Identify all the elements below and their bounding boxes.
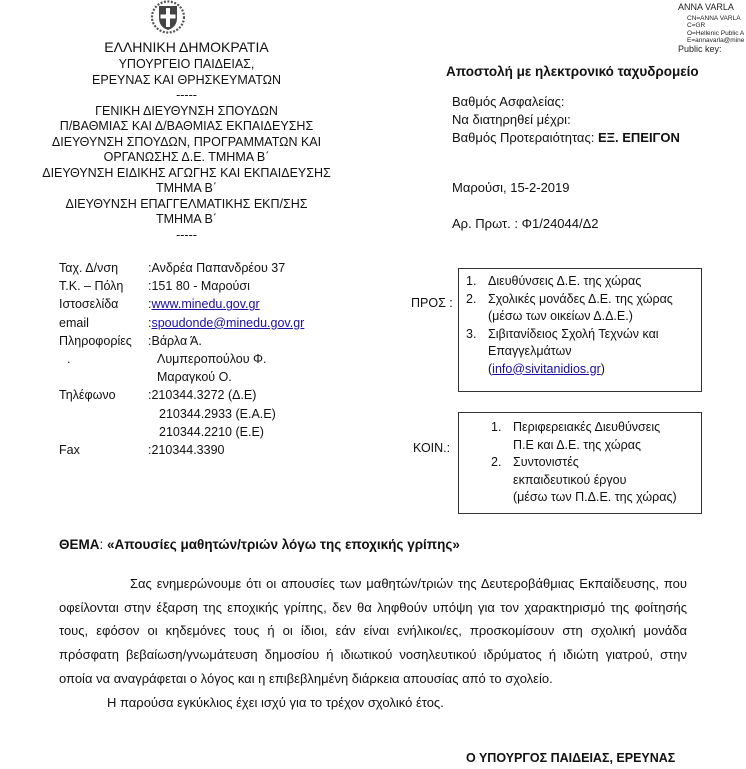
contact-value: Βάρλα Ά. bbox=[151, 333, 202, 348]
item-text-main: Συντονιστές εκπαιδευτικού έργου bbox=[513, 455, 627, 487]
contact-row bbox=[59, 314, 304, 332]
signer-name: ANNA VARLA bbox=[678, 2, 734, 12]
contact-sep: : bbox=[148, 333, 152, 348]
contact-row bbox=[59, 368, 304, 386]
header-line: ΥΠΟΥΡΓΕΙΟ ΠΑΙΔΕΙΑΣ, bbox=[118, 57, 255, 71]
contact-sep: : bbox=[148, 443, 152, 458]
contact-label: Τ.Κ. – Πόλη bbox=[59, 279, 124, 294]
paren: ( bbox=[488, 361, 493, 376]
item-number: 1. bbox=[491, 420, 502, 434]
header-line: ΔΙΕΥΘΥΝΣΗ ΣΠΟΥΔΩΝ, ΠΡΟΓΡΑΜΜΑΤΩΝ ΚΑΙ bbox=[51, 134, 322, 149]
contact-sep: : bbox=[148, 388, 152, 403]
contact-row bbox=[59, 277, 304, 295]
header-line: ΓΕΝΙΚΗ ΔΙΕΥΘΥΝΣΗ ΣΠΟΥΔΩΝ bbox=[95, 103, 278, 118]
item-number: 2. bbox=[491, 455, 502, 469]
contact-sep: : bbox=[148, 261, 152, 275]
contact-value: Λυμπεροπούλου Φ. bbox=[157, 352, 267, 367]
item-text bbox=[513, 454, 677, 507]
contact-sep: : bbox=[148, 297, 152, 312]
contact-sep: : bbox=[148, 279, 152, 294]
subject-line bbox=[59, 537, 460, 552]
contact-label: Ιστοσελίδα bbox=[59, 297, 119, 312]
contact-row bbox=[59, 332, 304, 350]
delivery-method: Αποστολή με ηλεκτρονικό ταχυδρομείο bbox=[446, 64, 699, 79]
item-text: Περιφερειακές Διευθύνσεις Π.Ε και Δ.Ε. της χώρας bbox=[513, 420, 661, 452]
cc-box bbox=[458, 412, 702, 514]
subject-label: ΘΕΜΑ bbox=[59, 537, 100, 552]
ministry-header bbox=[0, 37, 373, 243]
contact-value: Μαραγκού Ο. bbox=[157, 370, 232, 385]
item-text bbox=[488, 326, 701, 379]
place-date: Μαρούσι, 15-2-2019 bbox=[452, 180, 570, 195]
header-line: Π/ΒΑΘΜΙΑΣ ΚΑΙ Δ/ΒΑΘΜΙΑΣ ΕΚΠΑΙΔΕΥΣΗΣ bbox=[59, 119, 314, 133]
letter-body bbox=[59, 572, 687, 714]
header-line: ΔΙΕΥΘΥΝΣΗ ΕΠΑΓΓΕΛΜΑΤΙΚΗΣ ΕΚΠ/ΣΗΣ bbox=[65, 196, 308, 211]
item-text: Σχολικές μονάδες Δ.Ε. της χώρας (μέσω των οικείων Δ.Δ.Ε.) bbox=[488, 291, 673, 323]
contact-value: Ανδρέα Παπανδρέου 37 bbox=[151, 261, 286, 275]
contact-value: 210344.2210 (Ε.Ε) bbox=[159, 424, 264, 439]
item-text: Διευθύνσεις Δ.Ε. της χώρας bbox=[488, 274, 642, 288]
signer-country: C=GR bbox=[687, 22, 706, 29]
greek-coat-of-arms-icon bbox=[150, 0, 186, 34]
paren: ) bbox=[600, 361, 605, 376]
contact-row bbox=[59, 405, 304, 423]
header-line: ΔΙΕΥΘΥΝΣΗ ΕΙΔΙΚΗΣ ΑΓΩΓΗΣ ΚΑΙ ΕΚΠΑΙΔΕΥΣΗΣ bbox=[42, 165, 331, 180]
subject-text: «Απουσίες μαθητών/τριών λόγω της εποχικής γρίπης» bbox=[107, 537, 460, 552]
item-number: 2. bbox=[466, 291, 477, 306]
item-number: 3. bbox=[466, 326, 477, 341]
body-paragraph: Η παρούσα εγκύκλιος έχει ισχύ για το τρέχον σχολικό έτος. bbox=[107, 694, 444, 710]
digital-signature bbox=[678, 4, 744, 53]
contact-value: 151 80 - Μαρούσι bbox=[151, 279, 250, 294]
priority-line bbox=[452, 129, 680, 147]
recipient-item bbox=[466, 291, 701, 326]
priority-value: ΕΞ. ΕΠΕΙΓΟΝ bbox=[597, 130, 680, 145]
contact-row bbox=[59, 350, 304, 368]
contact-row bbox=[59, 386, 304, 404]
subject-sep: : bbox=[99, 537, 108, 552]
header-divider: ----- bbox=[176, 88, 197, 102]
sivitanidios-email-link[interactable]: info@sivitanidios.gr bbox=[492, 361, 601, 376]
header-divider: ----- bbox=[176, 227, 197, 242]
contact-value: 210344.3390 bbox=[151, 443, 225, 458]
retain-until: Να διατηρηθεί μέχρι: bbox=[452, 112, 571, 127]
contact-value: 210344.3272 (Δ.Ε) bbox=[151, 388, 257, 403]
contact-label: Πληροφορίες bbox=[59, 333, 132, 348]
item-number: 1. bbox=[466, 274, 477, 288]
contact-label bbox=[59, 405, 148, 423]
website-link[interactable]: www.minedu.gov.gr bbox=[151, 297, 260, 312]
contact-row bbox=[59, 423, 304, 441]
header-line: ΕΡΕΥΝΑΣ ΚΑΙ ΘΡΗΣΚΕΥΜΑΤΩΝ bbox=[92, 72, 281, 87]
signatory: Ο ΥΠΟΥΡΓΟΣ ΠΑΙΔΕΙΑΣ, ΕΡΕΥΝΑΣ bbox=[466, 751, 676, 765]
contact-sep: : bbox=[148, 315, 152, 330]
contact-label: . bbox=[67, 352, 71, 367]
cc-item bbox=[491, 419, 701, 454]
signer-email: E=annavarla@mine bbox=[687, 37, 745, 44]
recipients-box bbox=[458, 268, 702, 392]
contact-label bbox=[59, 423, 148, 441]
item-text-main: Σιβιτανίδειος Σχολή Τεχνών και Επαγγελμάτων bbox=[488, 326, 659, 358]
contact-row bbox=[59, 259, 304, 277]
cc-item bbox=[491, 454, 701, 507]
to-label: ΠΡΟΣ : bbox=[411, 296, 453, 310]
header-line: ΤΜΗΜΑ Β΄ bbox=[155, 181, 218, 195]
header-line: ΤΜΗΜΑ Β΄ bbox=[155, 212, 218, 226]
header-line: ΕΛΛΗΝΙΚΗ ΔΗΜΟΚΡΑΤΙΑ bbox=[104, 39, 269, 55]
contact-info bbox=[59, 259, 304, 459]
classification-block bbox=[452, 93, 680, 147]
security-level: Βαθμός Ασφαλείας: bbox=[452, 94, 565, 109]
contact-row bbox=[59, 295, 304, 313]
item-note: (μέσω των Π.Δ.Ε. της χώρας) bbox=[513, 490, 677, 504]
recipient-item bbox=[466, 273, 701, 291]
contact-label bbox=[59, 368, 148, 386]
recipient-item bbox=[466, 326, 701, 379]
body-paragraph: Σας ενημερώνουμε ότι οι απουσίες των μαθητών/τριών της Δευτεροβάθμιας Εκπαίδευσης, που οφείλονται στην έξαρση της εποχικής γρίπης, δεν θα ληφθούν υπόψη για τον χαρακτηρισμό της φοίτησής τους, εφόσον οι κηδεμόνες τους ή οι ίδιοι, εάν είναι ενήλικοι/ες, προσκομίσουν στη σχολική μονάδα πρόσφατη βεβαίωση/γνωμάτευση δημοσίου ή ιδιωτικού νοσηλευτικού ιδρύματος ή ιδιώτη γιατρού, στην οποία να αναγράφεται ο λόγος και η επιβεβλημένη διάρκεια απουσίας από το σχολείο. bbox=[59, 576, 687, 686]
contact-row bbox=[59, 441, 304, 459]
protocol-number: Αρ. Πρωτ. : Φ1/24044/Δ2 bbox=[452, 216, 599, 231]
contact-label: email bbox=[59, 315, 89, 330]
signer-org: O=Hellenic Public A bbox=[687, 29, 745, 37]
contact-label: Fax bbox=[59, 443, 80, 458]
contact-label: Τηλέφωνο bbox=[59, 388, 116, 403]
cc-label: ΚΟΙΝ.: bbox=[413, 441, 451, 455]
contact-label: Ταχ. Δ/νση bbox=[59, 261, 119, 275]
public-key-label: Public key: bbox=[678, 43, 722, 54]
priority-label: Βαθμός Προτεραιότητας: bbox=[452, 130, 598, 145]
header-line: ΟΡΓΑΝΩΣΗΣ Δ.Ε. ΤΜΗΜΑ Β΄ bbox=[103, 150, 270, 164]
contact-value: 210344.2933 (Ε.Α.Ε) bbox=[159, 406, 276, 421]
signer-cn: CN=ANNA VARLA bbox=[687, 14, 741, 22]
email-link[interactable]: spoudonde@minedu.gov.gr bbox=[151, 315, 305, 330]
